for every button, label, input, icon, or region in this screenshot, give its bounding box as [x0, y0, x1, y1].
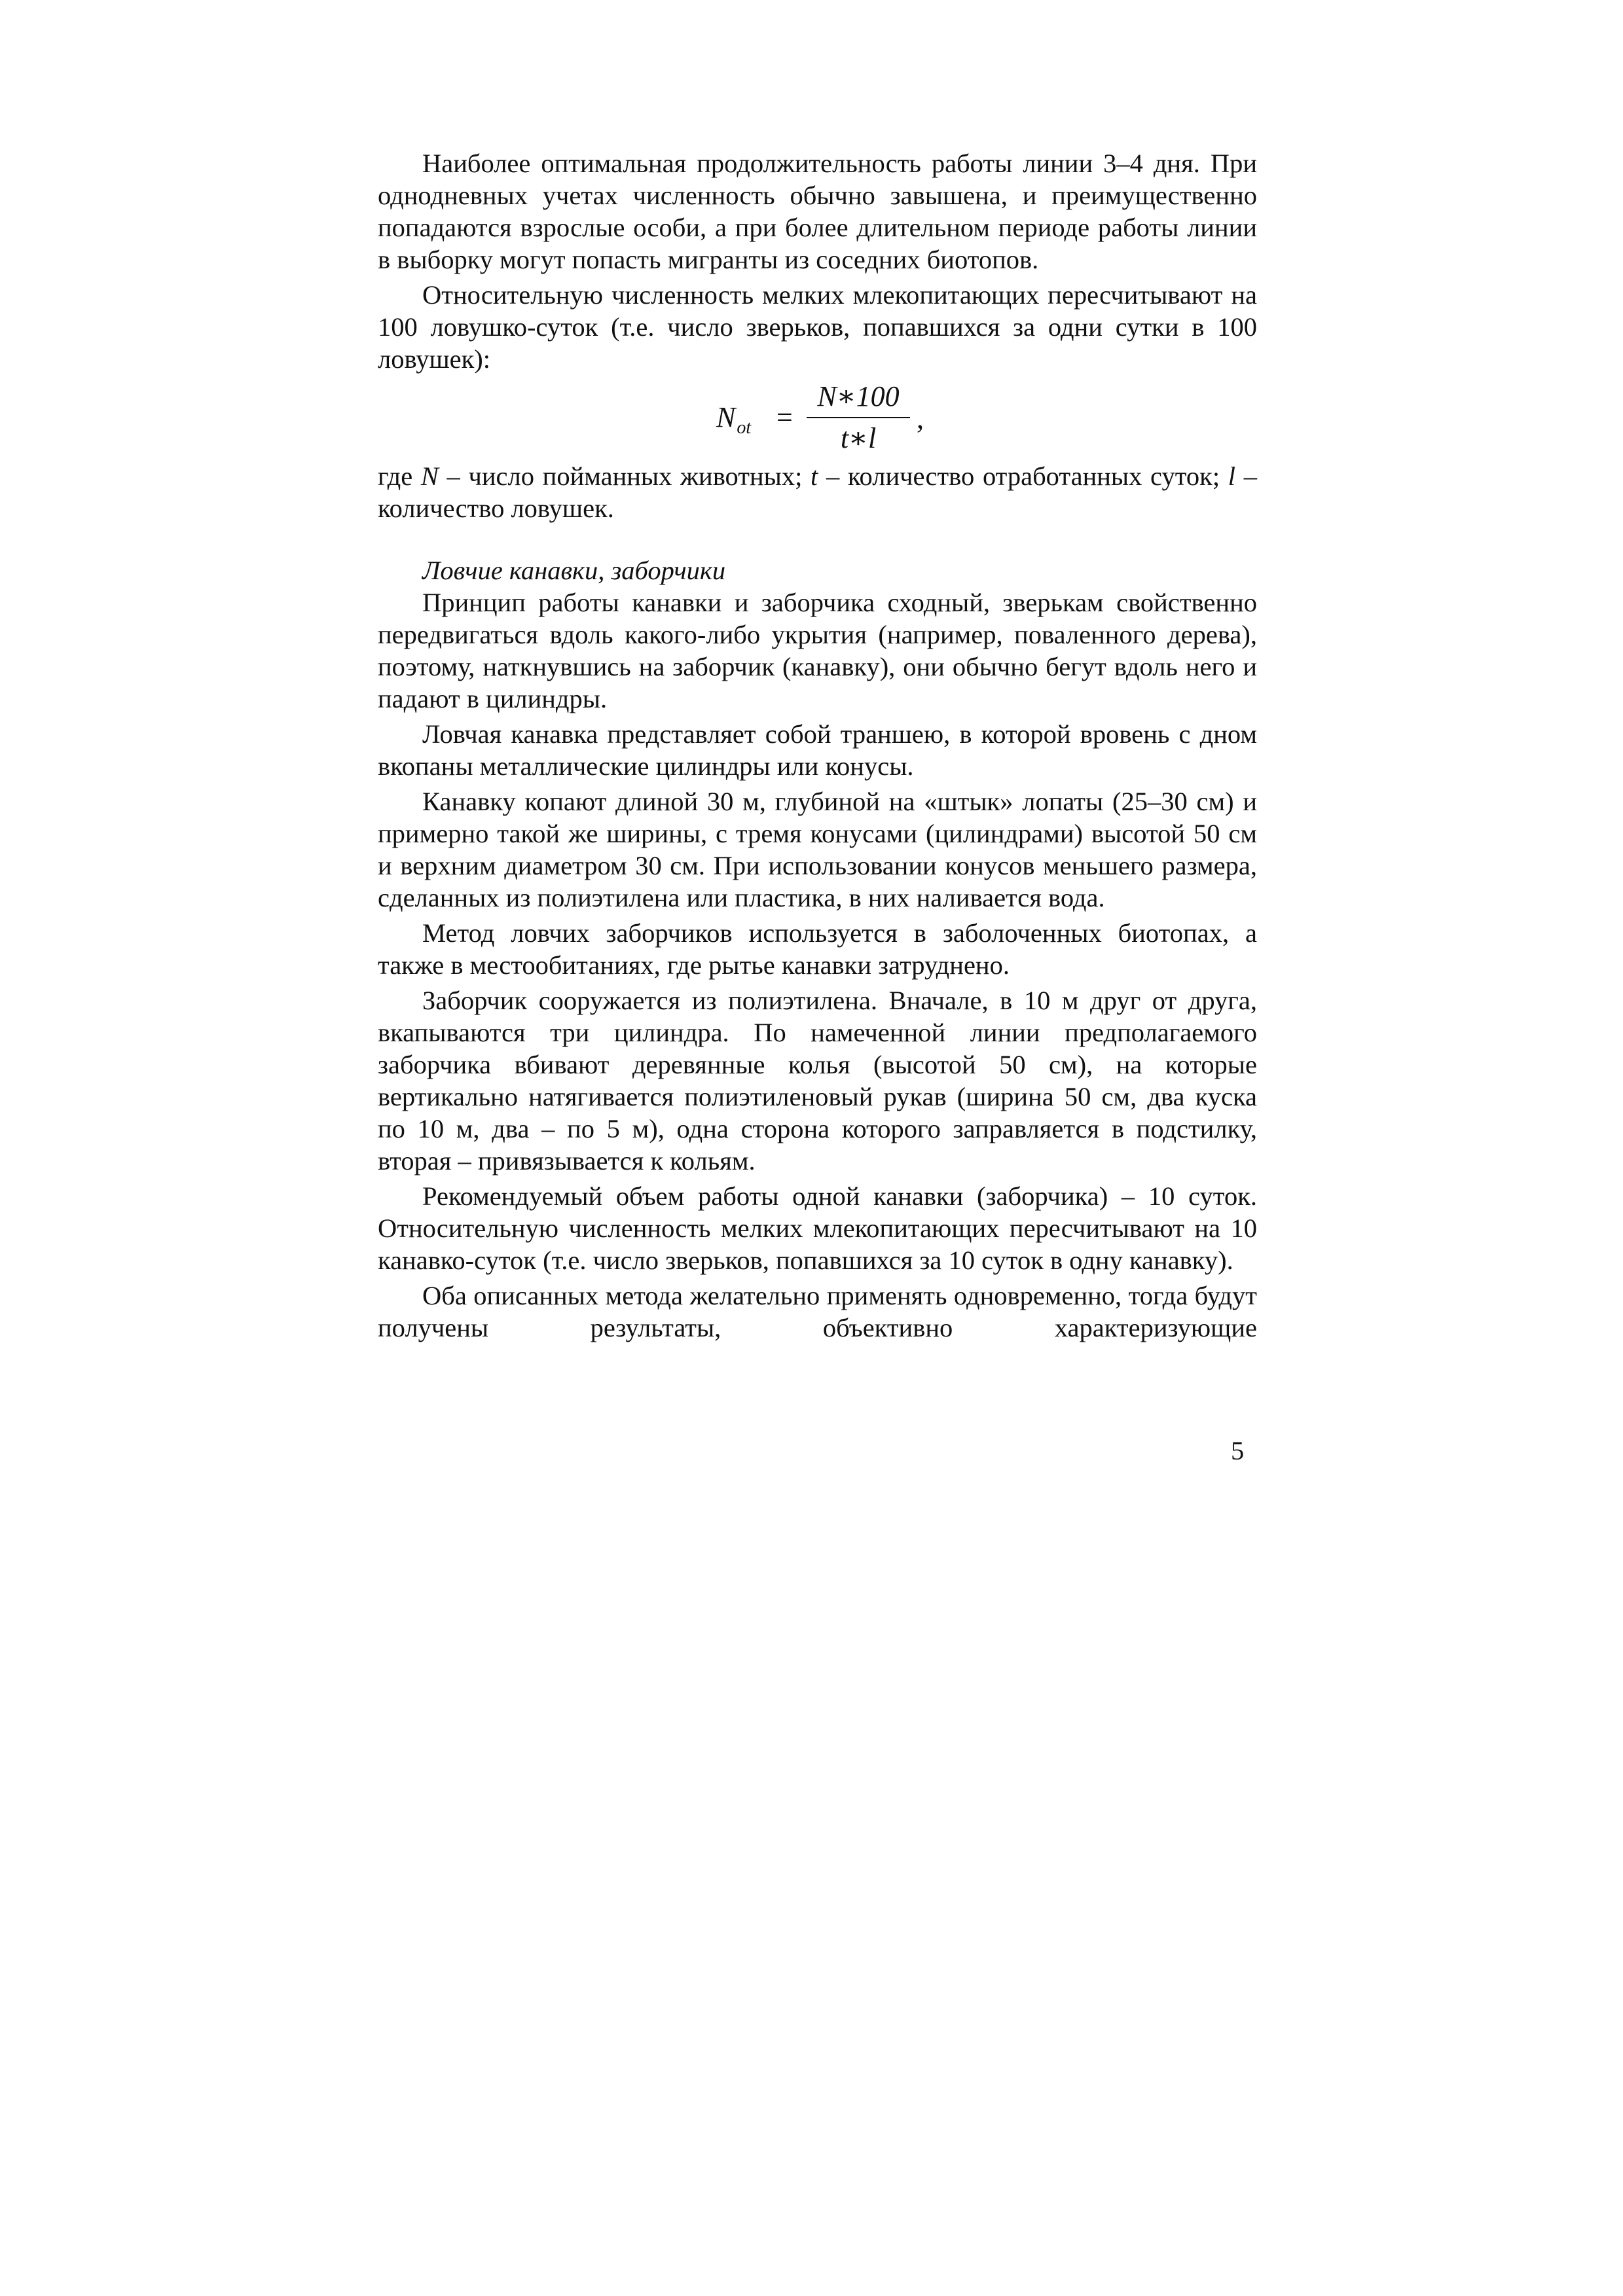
formula-row — [378, 375, 1257, 460]
page-number: 5 — [1231, 1436, 1245, 1465]
paragraph-fence-method: Метод ловчих заборчиков используется в заболоченных биотопах, а также в местообитаниях, где рытье канавки затруднено. — [378, 918, 1257, 980]
formula-subscript: ot — [737, 418, 752, 438]
paragraph-duration: Наиболее оптимальная продолжительность работы линии 3–4 дня. При однодневных учетах численность обычно завышена, и преимущественно попадаются взрослые особи, а при более длительном периоде работы линии в выборку могут попасть мигранты из соседних биотопов. — [378, 149, 1257, 274]
page-body — [378, 147, 1257, 1344]
paragraph-fence-construction: Заборчик сооружается из полиэтилена. Вначале, в 10 м друг от друга, вкапываются три цилиндра. По намеченной линии предполагаемого заборчика вбивают деревянные колья (высотой 50 см), на которые вертикально натягивается полиэтиленовый рукав (ширина 50 см, два куска по 10 м, два – по 5 м), одна сторона которого заправляется в подстилку, вторая – привязывается к кольям. — [378, 986, 1257, 1175]
formula-fraction — [807, 379, 910, 456]
formula-numerator: N∗100 — [817, 380, 900, 412]
paragraph-trench-dimensions: Канавку копают длиной 30 м, глубиной на «штык» лопаты (25–30 см) и примерно такой же ширины, с тремя конусами (цилиндрами) высотой 50 см и верхним диаметром 30 см. При использовании конусов меньшего размера, сделанных из полиэтилена или пластика, в них наливается вода. — [378, 787, 1257, 912]
paragraph-relative-abundance: Относительную численность мелких млекопитающих пересчитывают на 100 ловушко-суток (т.е. число зверьков, попавшихся за одни сутки в 100 ловушек): — [378, 280, 1257, 374]
paragraph-formula-legend: где N – число пойманных животных; t – количество отработанных суток; l – количество ловушек. — [378, 461, 1257, 523]
section-heading: Ловчие канавки, заборчики — [422, 556, 726, 585]
fraction-bar — [807, 417, 910, 418]
paragraph-trench: Ловчая канавка представляет собой траншею, в которой вровень с дном вкопаны металлические цилиндры или конусы. — [378, 719, 1257, 781]
paragraph-both-methods: Оба описанных метода желательно применять одновременно, тогда будут получены результаты, объективно характеризующие — [378, 1281, 1257, 1342]
var-t: t — [811, 461, 818, 491]
formula-equals: = — [776, 401, 793, 433]
var-n: N — [420, 461, 439, 491]
formula-denominator: t∗l — [840, 422, 877, 454]
abundance-formula — [716, 379, 978, 456]
formula-comma: , — [917, 403, 924, 435]
paragraph-principle: Принцип работы канавки и заборчика сходный, зверькам свойственно передвигаться вдоль какого-либо укрытия (например, поваленного дерева), поэтому, наткнувшись на заборчик (канавку), они обычно бегут вдоль него и падают в цилиндры. — [378, 588, 1257, 713]
formula-lhs: $N_{ot}$ — [716, 401, 752, 438]
paragraph-recommended-volume: Рекомендуемый объем работы одной канавки (заборчика) – 10 суток. Относительную численность мелких млекопитающих пересчитывают на 10 канавко-суток (т.е. число зверьков, попавшихся за 10 суток в одну канавку). — [378, 1181, 1257, 1275]
var-l: l — [1228, 461, 1236, 491]
